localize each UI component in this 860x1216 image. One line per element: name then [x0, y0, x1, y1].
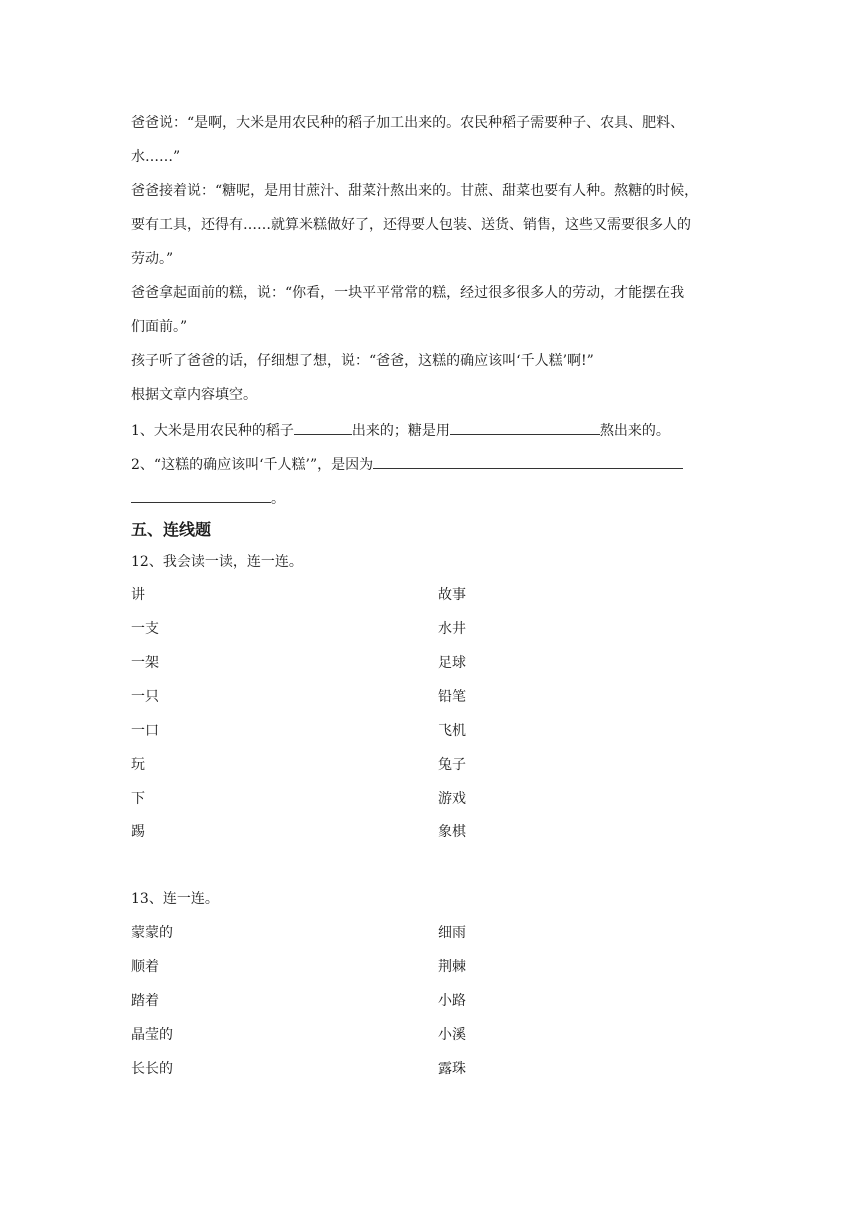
- match-right[interactable]: 象棋: [438, 824, 466, 840]
- match-right[interactable]: 故事: [438, 587, 466, 603]
- q2-text: 2、“这糕的确应该叫‘千人糕’”，是因为: [131, 457, 374, 473]
- match-row: [131, 687, 731, 707]
- match-row: [131, 957, 731, 977]
- passage-line: 孩子听了爸爸的话，仔细想了想，说：“爸爸，这糕的确应该叫‘千人糕’啊!”: [131, 353, 594, 369]
- match-left[interactable]: 一只: [131, 689, 159, 705]
- q12-prompt: 12、我会读一读，连一连。: [131, 554, 303, 570]
- match-left[interactable]: 晶莹的: [131, 1027, 173, 1043]
- match-left[interactable]: 顺着: [131, 959, 159, 975]
- match-left[interactable]: 踢: [131, 824, 145, 840]
- match-row: [131, 923, 731, 943]
- match-row: [131, 653, 731, 673]
- match-left[interactable]: 下: [131, 791, 145, 807]
- passage-line: 爸爸说：“是啊，大米是用农民种的稻子加工出来的。农民种稻子需要种子、农具、肥料、: [131, 115, 685, 131]
- q13-prompt: 13、连一连。: [131, 891, 219, 907]
- match-right[interactable]: 兔子: [438, 757, 466, 773]
- passage-line: 劳动。”: [131, 251, 174, 267]
- match-left[interactable]: 蒙蒙的: [131, 925, 173, 941]
- match-left[interactable]: 玩: [131, 757, 145, 773]
- match-row: [131, 1059, 731, 1079]
- match-right[interactable]: 荆棘: [438, 959, 466, 975]
- answer-blank[interactable]: [373, 453, 683, 469]
- answer-blank[interactable]: [450, 419, 600, 435]
- match-row: [131, 822, 731, 842]
- match-right[interactable]: 细雨: [438, 925, 466, 941]
- match-left[interactable]: 长长的: [131, 1061, 173, 1077]
- match-row: [131, 789, 731, 809]
- task-instruction: 根据文章内容填空。: [131, 387, 257, 403]
- match-right[interactable]: 露珠: [438, 1061, 466, 1077]
- match-left[interactable]: 讲: [131, 587, 145, 603]
- q1-text-c: 熬出来的。: [599, 423, 670, 439]
- match-row: [131, 755, 731, 775]
- passage-line: 要有工具，还得有……就算米糕做好了，还得要人包装、送货、销售，这些又需要很多人的: [131, 217, 691, 233]
- match-row: [131, 585, 731, 605]
- passage-line: 们面前。”: [131, 319, 188, 335]
- question-1: [131, 419, 731, 441]
- passage-line: 水……”: [131, 149, 181, 165]
- passage-line: 爸爸拿起面前的糕，说：“你看，一块平平常常的糕，经过很多很多人的劳动，才能摆在我: [131, 285, 685, 301]
- passage-line: 爸爸接着说：“糖呢，是用甘蔗汁、甜菜汁熬出来的。甘蔗、甜菜也要有人种。熬糖的时候，: [131, 183, 699, 199]
- match-row: [131, 721, 731, 741]
- match-right[interactable]: 小路: [438, 993, 466, 1009]
- match-row: [131, 1025, 731, 1045]
- match-right[interactable]: 水井: [438, 621, 466, 637]
- match-left[interactable]: 一支: [131, 621, 159, 637]
- match-row: [131, 619, 731, 639]
- match-right[interactable]: 足球: [438, 655, 466, 671]
- question-2-cont: [131, 487, 731, 509]
- match-left[interactable]: 一口: [131, 723, 159, 739]
- answer-blank[interactable]: [131, 487, 271, 503]
- q1-text-b: 出来的；糖是用: [351, 423, 450, 439]
- answer-blank[interactable]: [294, 419, 352, 435]
- section-title: 五、连线题: [131, 520, 212, 539]
- q1-text-a: 1、大米是用农民种的稻子: [131, 423, 294, 439]
- match-right[interactable]: 飞机: [438, 723, 466, 739]
- match-right[interactable]: 小溪: [438, 1027, 466, 1043]
- question-2: [131, 453, 731, 475]
- q2-end: 。: [271, 491, 285, 507]
- match-left[interactable]: 踏着: [131, 993, 159, 1009]
- match-right[interactable]: 游戏: [438, 791, 466, 807]
- match-right[interactable]: 铅笔: [438, 689, 466, 705]
- match-left[interactable]: 一架: [131, 655, 159, 671]
- match-row: [131, 991, 731, 1011]
